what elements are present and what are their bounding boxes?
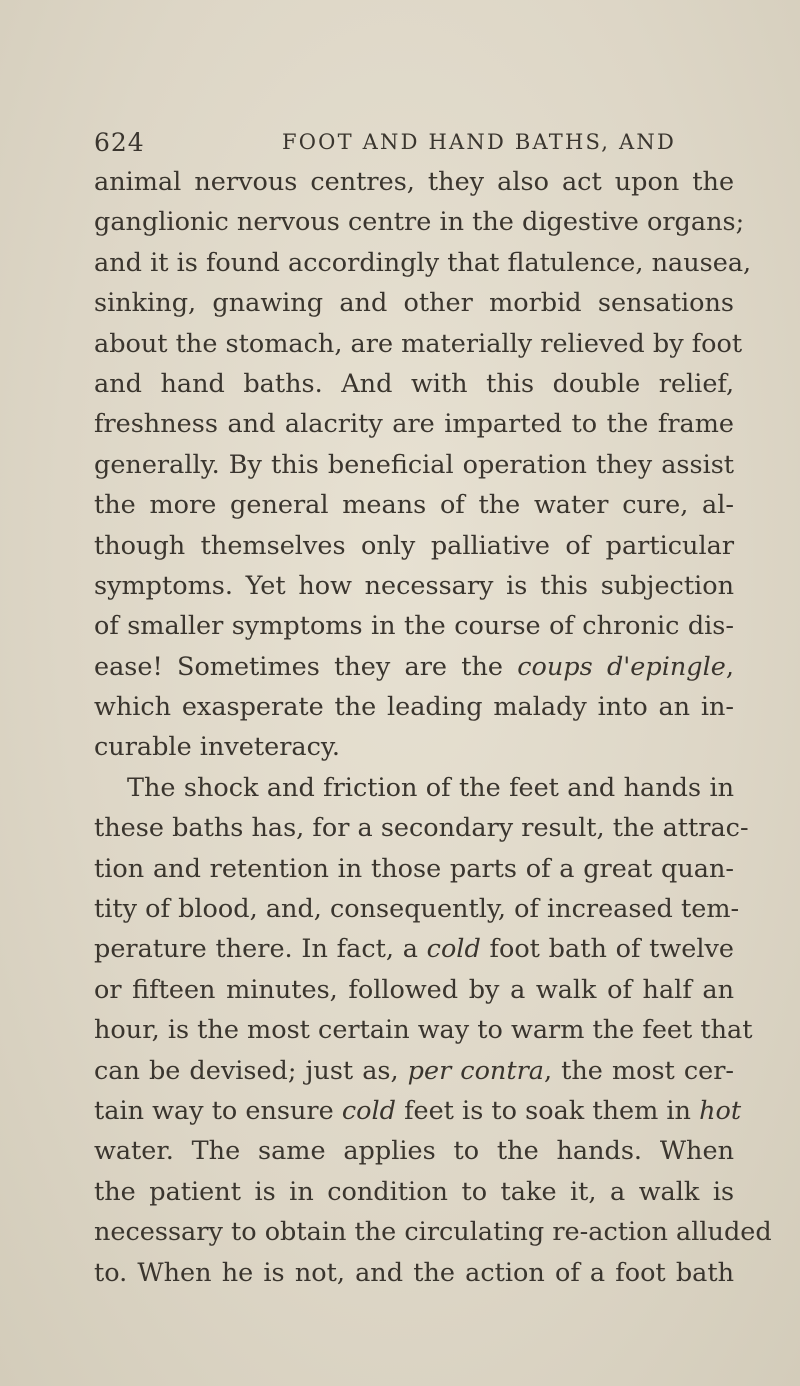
- text-line: animal nervous centres, they also act upon the: [94, 167, 735, 197]
- text-line: and hand baths. And with this double relief,: [94, 368, 735, 399]
- text-line: symptoms. Yet how necessary is this subjection: [94, 570, 734, 601]
- text-line: curable inveteracy.: [94, 732, 340, 763]
- text-line: necessary to obtain the circulating re-action alluded: [94, 1217, 772, 1248]
- text-line: or fifteen minutes, followed by a walk of half an: [94, 974, 735, 1005]
- text-line: hour, is the most certain way to warm the feet that: [94, 1015, 753, 1046]
- text-line: tion and retention in those parts of a great quan-: [94, 853, 735, 884]
- text-line: the more general means of the water cure, al-: [94, 490, 735, 521]
- page-number: 624: [94, 128, 145, 157]
- text-line: generally. By this beneficial operation they assist: [94, 449, 735, 480]
- body-text: [94, 162, 772, 1293]
- text-line: though themselves only palliative of particular: [94, 530, 735, 561]
- text-line: of smaller symptoms in the course of chronic dis-: [94, 611, 734, 642]
- text-line: the patient is in condition to take it, a walk is: [94, 1176, 735, 1207]
- text-line: these baths has, for a secondary result, the attrac-: [94, 813, 749, 844]
- text-line: freshness and alacrity are imparted to the frame: [94, 409, 735, 440]
- text-line: tain way to ensure cold feet is to soak them in hot: [94, 1095, 742, 1126]
- text-line: about the stomach, are materially relieved by foot: [94, 328, 743, 359]
- text-line: and it is found accordingly that flatulence, nausea,: [94, 247, 752, 278]
- text-line: can be devised; just as, per contra, the most cer-: [94, 1055, 735, 1086]
- text-line: ganglionic nervous centre in the digestive organs;: [94, 207, 745, 238]
- text-line: perature there. In fact, a cold foot bath of twelve: [94, 934, 734, 965]
- text-line: sinking, gnawing and other morbid sensations: [94, 288, 735, 319]
- text-line: water. The same applies to the hands. When: [94, 1136, 734, 1167]
- text-line: tity of blood, and, consequently, of increased tem-: [94, 894, 740, 925]
- text-line: which exasperate the leading malady into an in-: [94, 692, 735, 723]
- text-line: to. When he is not, and the action of a foot bath: [94, 1257, 735, 1288]
- running-title: FOOT AND HAND BATHS, AND: [282, 130, 677, 154]
- paragraph-first-line: The shock and friction of the feet and hands in: [127, 772, 735, 803]
- text-line: ease! Sometimes they are the coups d'epingle,: [94, 651, 734, 682]
